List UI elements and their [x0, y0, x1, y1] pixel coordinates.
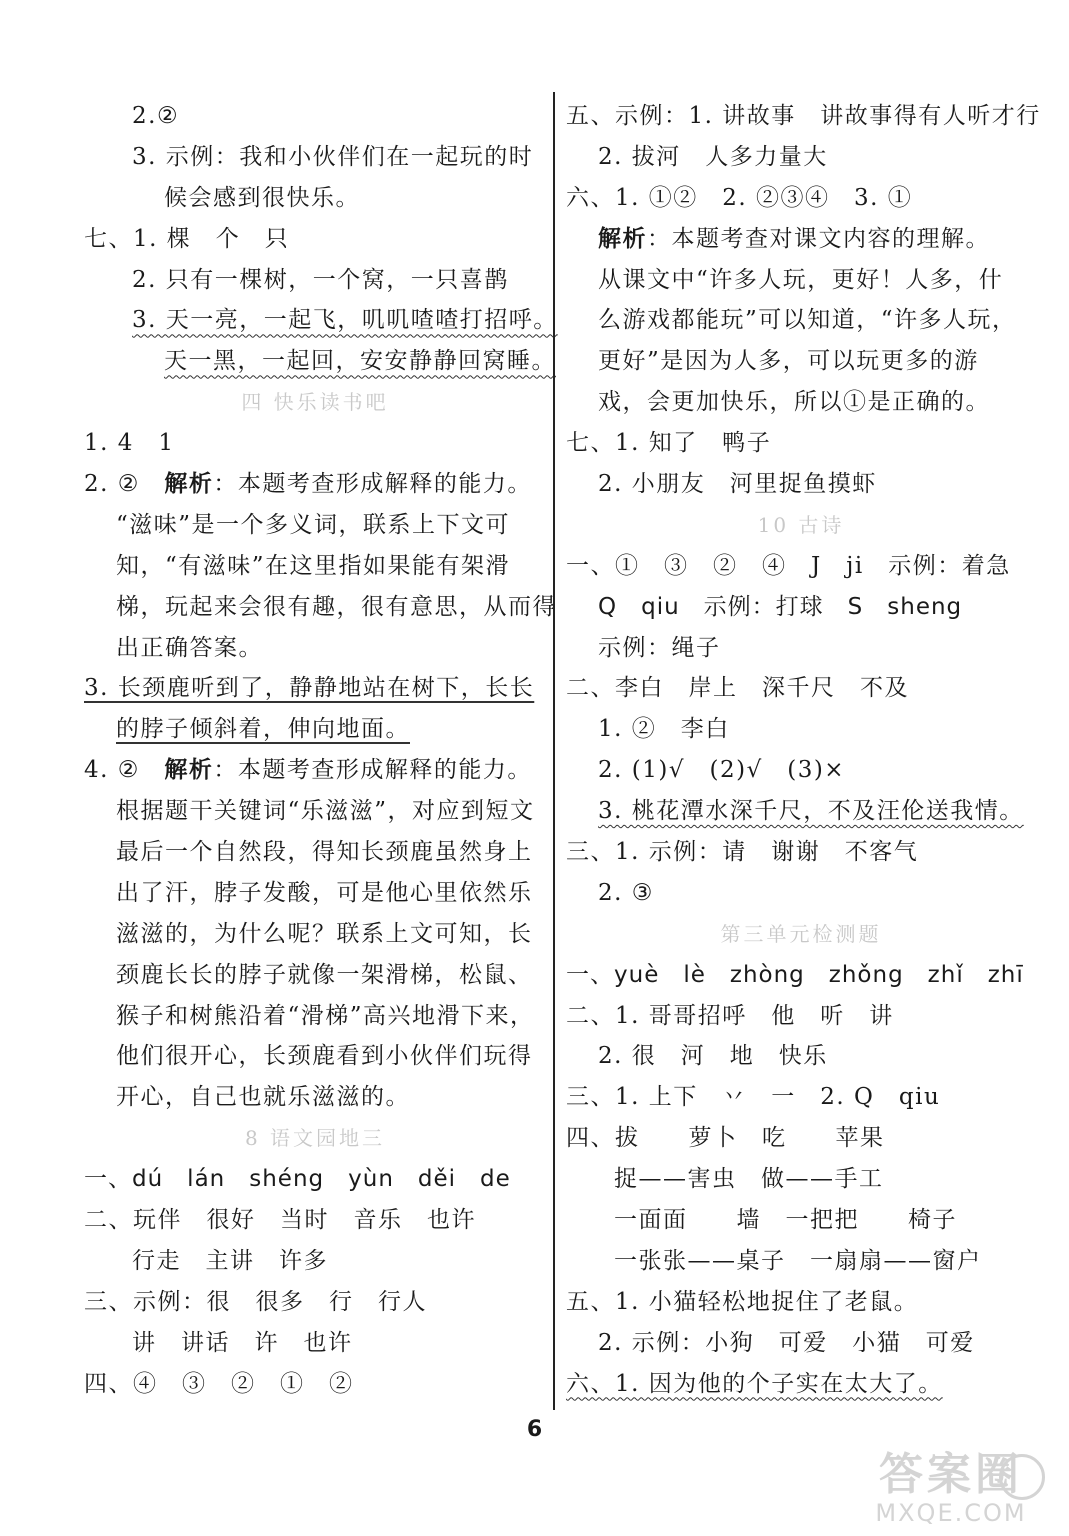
answer-text: 五、1. 小猫轻松地捉住了老鼠。 [566, 1288, 919, 1315]
answer-text: 最后一个自然段，得知长颈鹿虽然身上 [116, 839, 533, 866]
answer-line [566, 1118, 1036, 1159]
answer-text: 1. ② 李白 [598, 716, 730, 743]
answer-text: 出了汗，脖子发酸，可是他心里依然乐 [116, 879, 533, 906]
answer-text: Q qiu 示例：打球 S sheng [598, 593, 963, 620]
answer-text: 滋滋的，为什么呢？联系上文可知，长 [116, 920, 533, 947]
answer-line [566, 546, 1036, 587]
answer-line [566, 1241, 1036, 1282]
answer-text: 2. (1)√ (2)√ (3)× [598, 757, 846, 784]
answer-text: 1. 4 1 [84, 430, 175, 457]
answer-line [84, 1364, 546, 1405]
answer-line [566, 1364, 1036, 1405]
answer-line [566, 1323, 1036, 1364]
answer-text: 从课文中“许多人玩，更好！人多，什 [598, 266, 1004, 293]
section-heading [84, 1118, 546, 1159]
answer-line [84, 260, 546, 301]
keyword-analysis: 解析 [598, 224, 647, 252]
answer-line [566, 1282, 1036, 1323]
answer-text: 更好”是因为人多，可以玩更多的游 [598, 348, 979, 375]
answer-line [84, 341, 556, 382]
answer-line [84, 219, 546, 260]
left-column [84, 96, 558, 1405]
answer-line [84, 791, 546, 832]
answer-text: 出正确答案。 [116, 634, 263, 661]
answer-line [566, 996, 1036, 1037]
answer-line [566, 341, 1036, 382]
answer-text: 七、1. 棵 个 只 [84, 225, 290, 252]
answer-line [84, 137, 546, 178]
answer-line [84, 300, 558, 341]
answer-text: 候会感到很快乐。 [164, 184, 360, 211]
answer-text: 一、① ③ ② ④ J ji 示例：着急 [566, 552, 1011, 579]
answer-text: 讲 讲话 许 也许 [132, 1329, 353, 1356]
answer-line [84, 546, 546, 587]
answer-text: 一、dú lán shéng yùn děi de [84, 1166, 511, 1193]
answer-text: 行走 主讲 许多 [132, 1247, 328, 1274]
answer-line [84, 423, 546, 464]
answer-line [84, 464, 546, 505]
answer-line [84, 996, 546, 1037]
answer-line [84, 750, 546, 791]
answer-line [84, 96, 546, 137]
keyword-analysis: 解析 [164, 756, 214, 784]
answer-text: 2. ③ [598, 879, 654, 906]
section-heading [566, 505, 1036, 546]
answer-text: 的脖子倾斜着，伸向地面。 [116, 716, 410, 743]
watermark-main: 答案圈 [879, 1449, 1023, 1500]
answer-line [566, 873, 1036, 914]
answer-text: 3. 桃花潭水深千尺，不及汪伦送我情。 [598, 798, 1024, 825]
answer-text: 四、④ ③ ② ① ② [84, 1370, 354, 1397]
answer-text: 开心，自己也就乐滋滋的。 [116, 1084, 410, 1111]
column-divider [553, 92, 555, 1410]
answer-line [84, 1241, 546, 1282]
answer-text: 三、1. 示例：请 谢谢 不客气 [566, 839, 919, 866]
right-column [566, 96, 1041, 1405]
answer-text: 解析：本题考查对课文内容的理解。 [598, 224, 990, 252]
answer-text: 他们很开心，长颈鹿看到小伙伴们玩得 [116, 1043, 533, 1070]
answer-text: 第三单元检测题 [720, 921, 882, 946]
answer-line [566, 1200, 1036, 1241]
answer-line [566, 137, 1036, 178]
answer-text: 2. ② 解析：本题考查形成解释的能力。 [84, 470, 532, 498]
answer-line [566, 1077, 1036, 1118]
answer-text: 2. 很 河 地 快乐 [598, 1043, 828, 1070]
answer-line [84, 1036, 546, 1077]
answer-text: 三、1. 上下 丷 一 2. Q qiu [566, 1084, 941, 1111]
answer-text: 示例：绳子 [598, 634, 721, 661]
answer-line [566, 1159, 1036, 1200]
answer-line [566, 1036, 1036, 1077]
answer-line [84, 1077, 546, 1118]
answer-text: 2. 示例：小狗 可爱 小猫 可爱 [598, 1329, 975, 1356]
answer-line [566, 423, 1036, 464]
answer-text: 二、1. 哥哥招呼 他 听 讲 [566, 1002, 894, 1029]
answer-line [566, 464, 1036, 505]
answer-text: 二、玩伴 很好 当时 音乐 也许 [84, 1207, 476, 1234]
keyword-analysis: 解析 [164, 470, 214, 498]
answer-line [566, 791, 1036, 832]
answer-text: 戏，会更加快乐，所以①是正确的。 [598, 389, 990, 416]
answer-line [84, 709, 546, 750]
answer-text: 颈鹿长长的脖子就像一架滑梯，松鼠、 [116, 961, 533, 988]
answer-line [566, 96, 1041, 137]
page-number: 6 [526, 1417, 543, 1442]
answer-text: 三、示例：很 很多 行 行人 [84, 1288, 427, 1315]
answer-line [566, 709, 1036, 750]
answer-line [84, 587, 557, 628]
answer-text: 2.② [132, 103, 180, 129]
answer-text: 3. 天一亮，一起飞，叽叽喳喳打招呼。 [132, 307, 558, 334]
answer-text: 一面面 墙 一把把 椅子 [614, 1207, 957, 1234]
answer-line [566, 382, 1036, 423]
answer-text: 捉——害虫 做——手工 [614, 1166, 884, 1193]
answer-line [566, 260, 1036, 301]
answer-line [84, 1323, 546, 1364]
answer-text: 二、李白 岸上 深千尺 不及 [566, 675, 909, 702]
answer-text: 8 语文园地三 [244, 1126, 386, 1151]
answer-line [566, 955, 1036, 996]
answer-text: 根据题干关键词“乐滋滋”，对应到短文 [116, 798, 535, 825]
answer-text: 六、1. ①② 2. ②③④ 3. ① [566, 184, 913, 211]
answer-line [84, 873, 546, 914]
answer-text: 猴子和树熊沿着“滑梯”高兴地滑下来， [116, 1002, 535, 1029]
answer-line [566, 832, 1036, 873]
answer-text: 一张张——桌子 一扇扇——窗户 [614, 1247, 982, 1274]
answer-line [84, 1282, 546, 1323]
answer-line [84, 955, 546, 996]
answer-line [566, 750, 1036, 791]
answer-line [84, 1159, 546, 1200]
answer-text: 四 快乐读书吧 [241, 390, 389, 415]
answer-line [566, 668, 1036, 709]
answer-text: 2. 拔河 人多力量大 [598, 143, 828, 170]
section-heading [566, 914, 1036, 955]
watermark-sub: MXQE.COM [875, 1499, 1027, 1527]
answer-text: 2. 小朋友 河里捉鱼摸虾 [598, 471, 877, 498]
answer-text: 六、1. 因为他的个子实在太大了。 [566, 1370, 943, 1397]
answer-text: “滋味”是一个多义词，联系上下文可 [116, 511, 511, 538]
watermark-logo [855, 1449, 1047, 1532]
answer-text: 七、1. 知了 鸭子 [566, 430, 772, 457]
answer-text: 3. 示例：我和小伙伴们在一起玩的时 [132, 143, 534, 170]
answer-line [84, 628, 546, 669]
answer-text: 四、拔 萝卜 吃 苹果 [566, 1125, 885, 1152]
answer-text: 五、示例：1. 讲故事 讲故事得有人听才行 [566, 103, 1041, 129]
answer-line [84, 178, 546, 219]
answer-line [566, 219, 1036, 260]
answer-text: 知，“有滋味”在这里指如果能有架滑 [116, 552, 511, 579]
answer-line [566, 628, 1036, 669]
answer-text: 4. ② 解析：本题考查形成解释的能力。 [84, 756, 532, 784]
answer-text: 梯，玩起来会很有趣，很有意思，从而得 [116, 593, 557, 620]
answer-text: 天一黑，一起回，安安静静回窝睡。 [164, 348, 556, 375]
answer-text: 2. 只有一棵树，一个窝，一只喜鹊 [132, 266, 509, 293]
answer-line [84, 1200, 546, 1241]
answer-line [84, 668, 546, 709]
answer-text: 一、yuè lè zhòng zhǒng zhǐ zhī [566, 961, 1024, 988]
answer-text: 10 古诗 [757, 512, 845, 537]
answer-line [84, 505, 546, 546]
answer-line [566, 587, 1036, 628]
answer-line [84, 914, 546, 955]
answer-line [566, 178, 1036, 219]
answer-text: 3. 长颈鹿听到了，静静地站在树下，长长 [84, 675, 535, 702]
watermark-circle-icon [999, 1454, 1045, 1500]
answer-line [566, 300, 1036, 341]
section-heading [84, 382, 546, 423]
answer-line [84, 832, 546, 873]
answer-text: 么游戏都能玩”可以知道，“许多人玩， [598, 307, 1017, 334]
